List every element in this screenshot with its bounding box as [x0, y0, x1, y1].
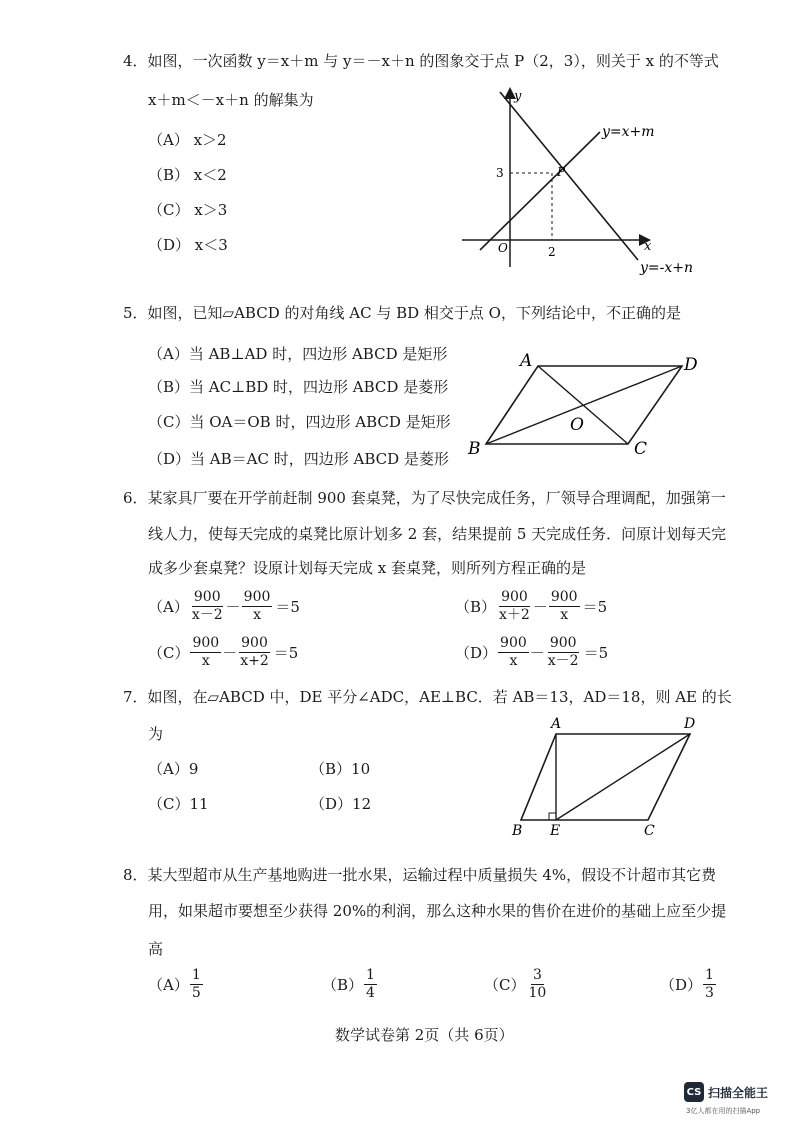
q6-option-c-frac2: [238, 636, 271, 670]
q8-stem-line3: 高: [148, 940, 164, 958]
q8-c-n: 3: [531, 968, 544, 985]
q6-b-d1: x＋2: [499, 607, 530, 624]
q6-c-n1: 900: [190, 636, 221, 653]
q7-right-angle-mark: [549, 813, 556, 820]
q7-option-b: （B）10: [310, 760, 371, 778]
q6-option-b: [455, 590, 607, 624]
q5-option-d: （D）当 AB＝AC 时，四边形 ABCD 是菱形: [148, 450, 449, 468]
q8-option-c: [484, 968, 549, 1002]
q7-figure: [506, 712, 706, 840]
q7-label-b: B: [512, 823, 523, 839]
cs-logo-icon: CS: [684, 1082, 704, 1102]
q6-a-n1: 900: [192, 590, 223, 607]
q6-b-n2: 900: [549, 590, 580, 607]
q8-option-c-frac: [526, 968, 548, 1002]
q8-option-a: [148, 968, 204, 1002]
q8-b-d: 4: [366, 985, 375, 1002]
q7-parallelogram: [521, 734, 690, 820]
q4-stem-line1: 4．如图，一次函数 y＝x＋m 与 y＝－x＋n 的图象交于点 P（2，3），则关于 x 的不等式: [123, 52, 719, 70]
q6-stem-line3: 成多少套桌凳？设原计划每天完成 x 套桌凳，则所列方程正确的是: [148, 559, 586, 577]
q6-option-d-frac1: [498, 636, 529, 670]
q6-option-a-label: （A）: [148, 598, 189, 617]
q6-b-op: －: [532, 598, 548, 617]
q6-option-c-frac1: [190, 636, 221, 670]
q7-label-e: E: [550, 823, 561, 839]
q6-option-b-label: （B）: [455, 598, 497, 617]
q6-option-b-frac1: [497, 590, 532, 624]
q8-option-b-frac: [364, 968, 377, 1002]
q7-bisector-de: [556, 734, 690, 820]
q5-figure: [460, 348, 720, 460]
q6-a-op: －: [225, 598, 241, 617]
q6-a-d1: x－2: [191, 607, 223, 624]
q5-option-c: （C）当 OA＝OB 时，四边形 ABCD 是矩形: [148, 413, 451, 431]
q6-option-a-frac2: [242, 590, 273, 624]
q8-c-d: 10: [528, 985, 547, 1002]
q8-option-b: [322, 968, 378, 1002]
q5-label-o: O: [570, 415, 584, 435]
q5-stem: 5．如图，已知▱ABCD 的对角线 AC 与 BD 相交于点 O，下列结论中，不正确的是: [123, 304, 681, 322]
q4-option-b: （B） x＜2: [148, 166, 227, 184]
q5-diagonal-bd: [486, 366, 682, 444]
q6-d-rhs: ＝5: [583, 644, 609, 663]
q5-option-a: （A）当 AB⊥AD 时，四边形 ABCD 是矩形: [148, 345, 448, 363]
q6-option-d: [455, 636, 608, 670]
q7-label-d: D: [684, 716, 696, 732]
q6-d-d2: x－2: [547, 653, 579, 670]
q6-option-d-frac2: [546, 636, 581, 670]
q6-a-n2: 900: [242, 590, 273, 607]
q6-d-op: －: [529, 644, 545, 663]
q4-y-label: y: [514, 89, 522, 104]
q6-option-c: [148, 636, 298, 670]
q8-option-d-frac: [703, 968, 716, 1002]
q6-stem-line1: 6．某家具厂要在开学前赶制 900 套桌凳，为了尽快完成任务，厂领导合理调配，加强第一: [123, 489, 726, 507]
q7-option-d: （D）12: [310, 795, 372, 813]
q6-option-d-label: （D）: [455, 644, 498, 663]
q8-option-d: [660, 968, 717, 1002]
q7-label-c: C: [644, 823, 655, 839]
q5-label-c: C: [634, 439, 648, 459]
q8-option-a-frac: [190, 968, 203, 1002]
q4-option-a: （A） x＞2: [148, 131, 227, 149]
watermark-subtitle: 3亿人都在用的扫描App: [686, 1107, 761, 1115]
q4-option-d: （D） x＜3: [148, 236, 228, 254]
q4-stem-line2: x＋m＜－x＋n 的解集为: [148, 91, 314, 109]
q8-d-n: 1: [703, 968, 716, 985]
q5-label-a: A: [520, 351, 533, 371]
q7-label-a: A: [551, 716, 562, 732]
q6-c-rhs: ＝5: [273, 644, 299, 663]
q5-label-d: D: [684, 355, 698, 375]
q6-c-op: －: [222, 644, 238, 663]
q6-b-rhs: ＝5: [582, 598, 608, 617]
q8-option-c-label: （C）: [484, 976, 526, 995]
q8-a-n: 1: [190, 968, 203, 985]
q6-a-d2: x: [253, 607, 261, 624]
q8-option-a-label: （A）: [148, 976, 189, 995]
q6-d-n2: 900: [548, 636, 579, 653]
q4-tick-x: 2: [548, 245, 556, 259]
q7-stem-line2: 为: [148, 725, 164, 743]
q5-option-b: （B）当 AC⊥BD 时，四边形 ABCD 是菱形: [148, 378, 449, 396]
q6-d-n1: 900: [498, 636, 529, 653]
q6-option-c-label: （C）: [148, 644, 190, 663]
q7-option-a: （A）9: [148, 760, 199, 778]
q6-option-b-frac2: [549, 590, 580, 624]
q6-c-n2: 900: [239, 636, 270, 653]
q7-stem-line1: 7．如图，在▱ABCD 中，DE 平分∠ADC，AE⊥BC．若 AB＝13，AD＝18，则 AE 的长: [123, 688, 732, 706]
q4-tick-y: 3: [496, 166, 504, 180]
q6-d-d1: x: [509, 653, 518, 670]
q4-line-y-eq-neg-x-plus-n: [500, 92, 638, 260]
q4-origin-label: O: [498, 241, 508, 255]
q4-line2-label: y=-x+n: [640, 260, 694, 276]
q6-b-n1: 900: [499, 590, 530, 607]
scanner-watermark: [684, 1082, 768, 1102]
q5-label-b: B: [468, 439, 481, 459]
q4-x-label: x: [644, 239, 652, 254]
q4-point-label: P: [557, 165, 566, 179]
q4-option-c: （C） x＞3: [148, 201, 228, 219]
q8-stem-line1: 8．某大型超市从生产基地购进一批水果，运输过程中质量损失 4%，假设不计超市其它费: [123, 866, 717, 884]
page-footer: 数学试卷第 2页（共 6页）: [335, 1026, 514, 1044]
q8-option-d-label: （D）: [660, 976, 703, 995]
q6-stem-line2: 线人力，使每天完成的桌凳比原计划多 2 套，结果提前 5 天完成任务．问原计划每天完: [148, 525, 727, 543]
q4-graph: [460, 82, 694, 282]
q6-c-d1: x: [201, 653, 210, 670]
q4-line1-label: y=x+m: [602, 124, 655, 140]
q6-option-a-frac1: [190, 590, 225, 624]
q8-stem-line2: 用，如果超市要想至少获得 20%的利润，那么这种水果的售价在进价的基础上应至少提: [148, 902, 727, 920]
q7-option-c: （C）11: [148, 795, 209, 813]
q8-option-b-label: （B）: [322, 976, 364, 995]
q6-c-d2: x+2: [240, 653, 269, 670]
q8-a-d: 5: [191, 985, 201, 1002]
q8-b-n: 1: [364, 968, 377, 985]
q6-option-a: [148, 590, 300, 624]
q6-b-d2: x: [560, 607, 569, 624]
watermark-title: 扫描全能王: [708, 1085, 769, 1100]
q6-a-rhs: ＝5: [275, 598, 300, 617]
q8-d-d: 3: [705, 985, 714, 1002]
